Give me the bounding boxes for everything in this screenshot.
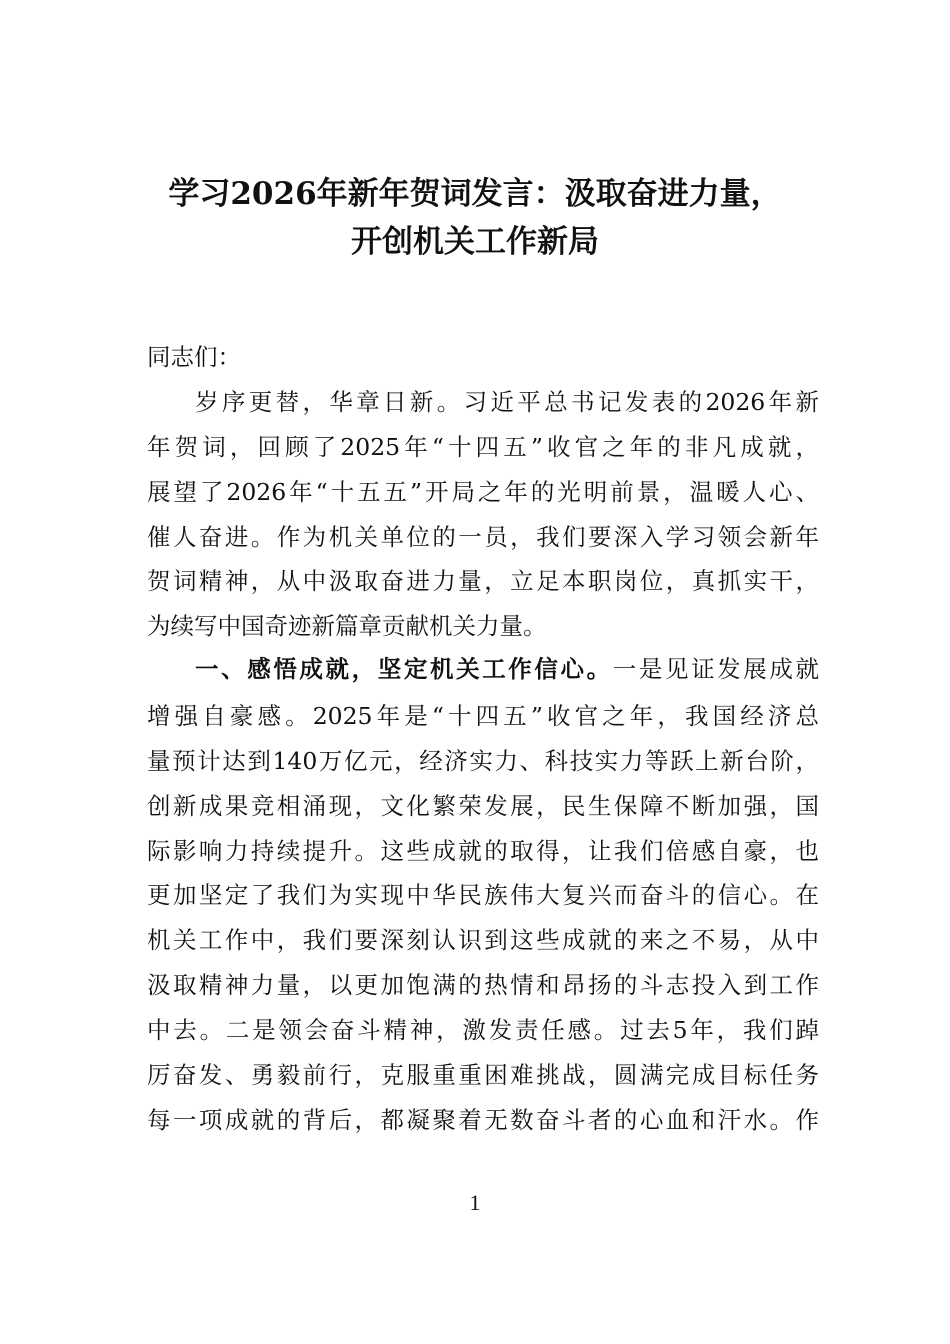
text-line: 更加坚定了我们为实现中华民族伟大复兴而奋斗的信心。在: [147, 881, 819, 910]
text-line: 汲取精神力量，以更加饱满的热情和昂扬的斗志投入到工作: [147, 971, 819, 1000]
text-line: 量预计达到140万亿元，经济实力、科技实力等跃上新台阶，: [147, 746, 819, 775]
document-title-line-2: 开创机关工作新局: [351, 224, 599, 260]
text-line: 机关工作中，我们要深刻认识到这些成就的来之不易，从中: [147, 926, 819, 955]
text-line: 增强自豪感。2025年是“十四五”收官之年，我国经济总: [147, 701, 819, 730]
text-line: 中去。二是领会奋斗精神，激发责任感。过去5年，我们踔: [147, 1015, 819, 1044]
text-line: 厉奋发、勇毅前行，克服重重困难挑战，圆满完成目标任务: [147, 1060, 819, 1089]
text-line: 贺词精神，从中汲取奋进力量，立足本职岗位，真抓实干，: [147, 567, 819, 596]
text-line: 展望了2026年“十五五”开局之年的光明前景，温暖人心、: [147, 477, 819, 506]
document-title-line-1: 学习2026年新年贺词发言：汲取奋进力量，: [168, 176, 782, 212]
text-line: 际影响力持续提升。这些成就的取得，让我们倍感自豪，也: [147, 836, 819, 865]
section-one-first-line: [147, 654, 819, 684]
text-line: 岁序更替，华章日新。习近平总书记发表的2026年新: [195, 388, 819, 416]
section-heading: 一、感悟成就，坚定机关工作信心。: [195, 655, 613, 683]
text-line: 创新成果竞相涌现，文化繁荣发展，民生保障不断加强，国: [147, 791, 819, 820]
salutation: 同志们：: [147, 343, 241, 371]
text-line: 每一项成就的背后，都凝聚着无数奋斗者的心血和汗水。作: [147, 1105, 819, 1134]
text-line: 为续写中国奇迹新篇章贡献机关力量。: [147, 612, 547, 641]
text-line: 年贺词，回顾了2025年“十四五”收官之年的非凡成就，: [147, 432, 819, 461]
text-line: 催人奋进。作为机关单位的一员，我们要深入学习领会新年: [147, 522, 819, 551]
section-text: 一是见证发展成就: [612, 655, 820, 683]
page-number: 1: [469, 1190, 481, 1215]
